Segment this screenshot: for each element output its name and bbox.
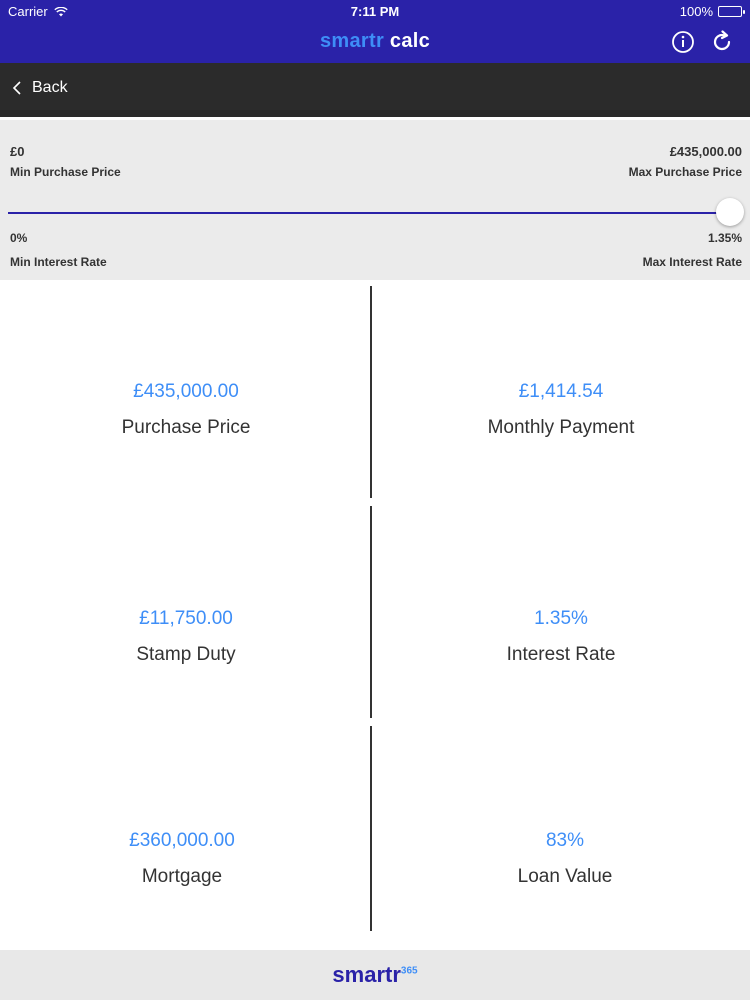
interest-rate-label: Interest Rate [506,644,616,665]
status-bar [0,0,750,22]
max-price-label: Max Purchase Price [628,165,742,179]
min-price-value: £0 [10,144,25,159]
result-purchase-price [0,381,372,439]
result-stamp-duty [0,608,372,666]
back-button[interactable] [12,79,68,97]
monthly-payment-value: £1,414.54 [518,381,604,402]
slider-panel [0,120,750,280]
status-time: 7:11 PM [350,4,400,19]
monthly-payment-label: Monthly Payment [487,417,635,438]
max-price-value: £435,000.00 [669,144,742,159]
battery-label: 100% [679,4,713,19]
footer-logo-text: smartr [332,962,401,987]
logo-part-smartr: smartr [319,30,385,52]
app-header [0,0,750,63]
slider-thumb[interactable] [716,198,744,226]
footer-logo [332,962,417,988]
stamp-duty-value: £11,750.00 [139,608,233,629]
carrier-indicator [8,4,68,19]
purchase-price-slider[interactable] [8,198,744,228]
result-mortgage [0,830,364,888]
carrier-label: Carrier [8,4,48,19]
info-button[interactable] [671,30,695,54]
result-monthly-payment [372,381,750,439]
chevron-left-icon [12,80,22,96]
info-icon [671,30,695,54]
stamp-duty-label: Stamp Duty [136,644,236,665]
battery-icon [718,6,742,17]
divider-row-3 [370,726,372,931]
purchase-price-value: £435,000.00 [133,381,239,402]
loan-value-value: 83% [545,830,585,851]
battery-indicator [680,4,742,19]
refresh-button[interactable] [710,30,734,54]
min-rate-label: Min Interest Rate [10,255,107,269]
loan-value-label: Loan Value [517,866,613,887]
mortgage-value: £360,000.00 [129,830,235,851]
max-rate-label: Max Interest Rate [642,255,742,269]
slider-track [8,212,724,214]
min-rate-value: 0% [10,231,28,245]
footer [0,950,750,1000]
min-price-label: Min Purchase Price [10,165,121,179]
refresh-icon [710,30,734,54]
mortgage-label: Mortgage [141,866,223,887]
max-rate-value: 1.35% [707,231,742,245]
app-logo [0,30,750,53]
logo-part-calc: calc [389,30,431,52]
result-loan-value [372,830,750,888]
purchase-price-label: Purchase Price [121,417,251,438]
back-label: Back [32,79,68,96]
footer-logo-sup: 365 [400,965,418,977]
result-interest-rate [372,608,750,666]
results-grid [0,280,750,950]
wifi-icon [54,7,68,17]
interest-rate-value: 1.35% [534,608,588,629]
navigation-bar [0,63,750,117]
